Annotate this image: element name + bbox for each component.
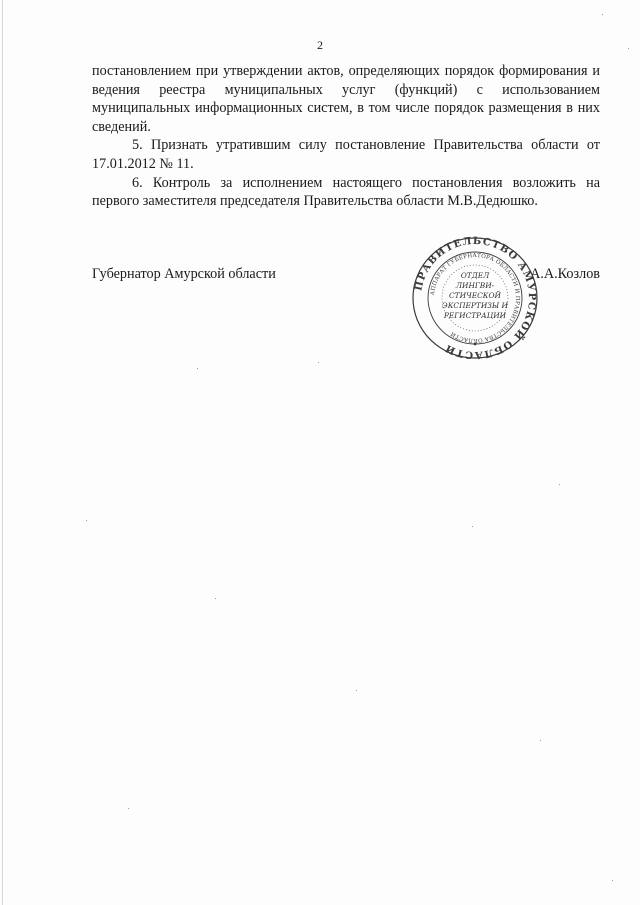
seal-center-line-2: ЛИНГВИ- xyxy=(455,281,495,290)
official-seal xyxy=(411,236,539,360)
scan-speck xyxy=(602,14,603,15)
scan-speck xyxy=(318,362,319,363)
scan-margin-line xyxy=(2,0,3,905)
scan-speck xyxy=(472,526,473,527)
signer-position: Губернатор Амурской области xyxy=(92,266,276,282)
page-number: 2 xyxy=(317,38,323,52)
scan-speck xyxy=(86,520,87,521)
seal-center-line-5: РЕГИСТРАЦИИ xyxy=(443,311,507,320)
scan-speck xyxy=(612,880,613,881)
seal-center-line-3: СТИЧЕСКОЙ xyxy=(448,291,502,300)
seal-center-line-4: ЭКСПЕРТИЗЫ И xyxy=(442,301,508,310)
scan-speck xyxy=(559,484,560,485)
scan-speck xyxy=(128,808,129,809)
scan-speck xyxy=(215,598,216,599)
paragraph-continuation: постановлением при утверждении актов, определяющих порядок формирования и ведения реестра муниципальных услуг (функций) с использованием муниципальных информационных систем, в том числе порядок размещения в них сведений. xyxy=(92,63,600,135)
paragraph-item-6: 6. Контроль за исполнением настоящего постановления возложить на первого заместителя председателя Правительства области М.В.Дедюшко. xyxy=(92,174,600,210)
seal-inner-text: АППАРАТ ГУБЕРНАТОРА ОБЛАСТИ И ПРАВИТЕЛЬСТВА ОБЛАСТИ xyxy=(430,252,521,344)
scan-speck xyxy=(628,48,629,49)
scan-speck xyxy=(197,368,198,369)
seal-center-line-1: ОТДЕЛ xyxy=(460,271,490,280)
seal-graphic xyxy=(411,236,539,360)
seal-outer-text: ПРАВИТЕЛЬСТВО АМУРСКОЙ ОБЛАСТИ xyxy=(413,236,538,360)
scan-speck xyxy=(540,740,541,741)
document-body xyxy=(92,62,600,211)
paragraph-item-5: 5. Признать утратившим силу постановление Правительства области от 17.01.2012 № 11. xyxy=(92,137,600,172)
signer-name: А.А.Козлов xyxy=(530,266,600,282)
seal-dot-icon xyxy=(474,343,477,346)
scan-speck xyxy=(356,690,357,691)
